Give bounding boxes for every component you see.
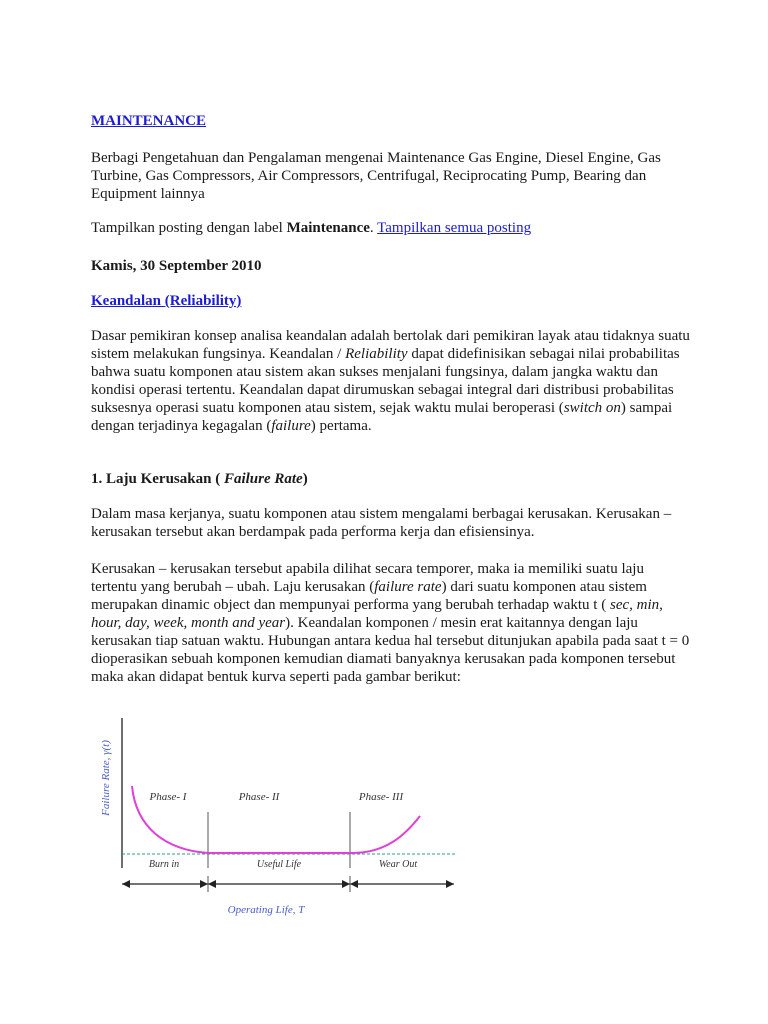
- label-line: [91, 219, 691, 237]
- x-axis-arrow-right: [446, 880, 454, 888]
- divider-1-arrow-left: [200, 880, 208, 888]
- blog-title[interactable]: [91, 112, 691, 130]
- text-run: dapat didefinisikan sebagai nilai probabilitas bahwa suatu komponen atau sistem akan sukses menjalani fungsinya, dalam jangka waktu dan kondisi operasi tertentu. Keandalan dapat dirumuskan sebagai integral dari distribusi probabilitas suksesnya operasi suatu komponen atau sistem, sejak waktu mulai beroperasi (: [91, 346, 680, 416]
- bathtub-curve-figure: [96, 716, 466, 926]
- period-label-useful-life: Useful Life: [256, 859, 302, 870]
- divider-1-arrow-right: [208, 880, 216, 888]
- phase-label-3: Phase- III: [358, 791, 404, 803]
- divider-2-arrow-left: [342, 880, 350, 888]
- text-run: ) sampai dengan terjadinya kegagalan (: [91, 400, 673, 434]
- blog-description: Berbagi Pengetahuan dan Pengalaman mengenai Maintenance Gas Engine, Diesel Engine, Gas Turbine, Gas Compressors, Air Compressors, Centrifugal, Reciprocating Pump, Bearing dan Equipment lainnya: [91, 150, 661, 202]
- text-run: ). Keandalan komponen / mesin erat kaitannya dengan laju kerusakan tiap satuan waktu. Hubungan antara kedua hal tersebut ditunjukan apabila pada saat t = 0 dioperasikan sebuah komponen kemudian diamati banyaknya kerusakan pada komponen tersebut maka akan didapat bentuk kurva seperti pada gambar berikut:: [91, 615, 690, 685]
- post-title[interactable]: [91, 292, 691, 310]
- show-all-posts-link[interactable]: Tampilkan semua posting: [377, 220, 532, 236]
- y-axis-label: Failure Rate, γ(t): [100, 740, 112, 816]
- divider-2-arrow-right: [350, 880, 358, 888]
- heading-suffix: ): [302, 471, 308, 487]
- heading-prefix: 1. Laju Kerusakan (: [91, 471, 224, 487]
- phase-label-2: Phase- II: [238, 791, 280, 803]
- label-name: Maintenance: [286, 220, 370, 236]
- period-label-burn-in: Burn in: [148, 859, 180, 870]
- paragraph-2: Dalam masa kerjanya, suatu komponen atau sistem mengalami berbagai kerusakan. Kerusakan – kerusakan tersebut akan berdampak pada performa kerja dan efisiensinya.: [91, 506, 672, 540]
- period-label-wear-out: Wear Out: [378, 859, 418, 870]
- heading-italic: Failure Rate: [223, 471, 303, 487]
- intro-paragraph: [91, 327, 691, 435]
- label-prefix: Tampilkan posting dengan label: [91, 220, 287, 236]
- text-run: ) pertama.: [310, 418, 372, 434]
- blog-title-link[interactable]: MAINTENANCE: [91, 113, 207, 129]
- label-separator: .: [369, 220, 378, 236]
- text-run-italic: switch on: [563, 400, 621, 416]
- text-run-italic: failure rate: [374, 579, 442, 595]
- text-run: Kerusakan – kerusakan tersebut apabila dilihat secara temporer, maka ia memiliki suatu laju tertentu yang berubah – ubah. Laju kerusakan (: [91, 561, 644, 595]
- text-run-italic: Reliability: [345, 346, 408, 362]
- x-axis-arrow-left: [122, 880, 130, 888]
- text-run-italic: sec, min, hour, day, week, month and year: [91, 597, 663, 631]
- x-axis-label: Operating Life, T: [227, 904, 305, 916]
- text-run: ) dari suatu komponen atau sistem merupakan dinamic object dan mempunyai performa yang berubah terhadap waktu t (: [91, 579, 647, 613]
- text-run: Dasar pemikiran konsep analisa keandalan adalah bertolak dari pemikiran layak atau tidaknya suatu sistem melakukan fungsinya. Keandalan /: [91, 328, 690, 362]
- text-run-italic: failure: [271, 418, 311, 434]
- section-heading: [91, 470, 691, 488]
- phase-label-1: Phase- I: [149, 791, 187, 803]
- post-date: Kamis, 30 September 2010: [91, 258, 262, 274]
- post-title-link[interactable]: Keandalan (Reliability): [91, 293, 242, 309]
- paragraph-3: [91, 560, 691, 686]
